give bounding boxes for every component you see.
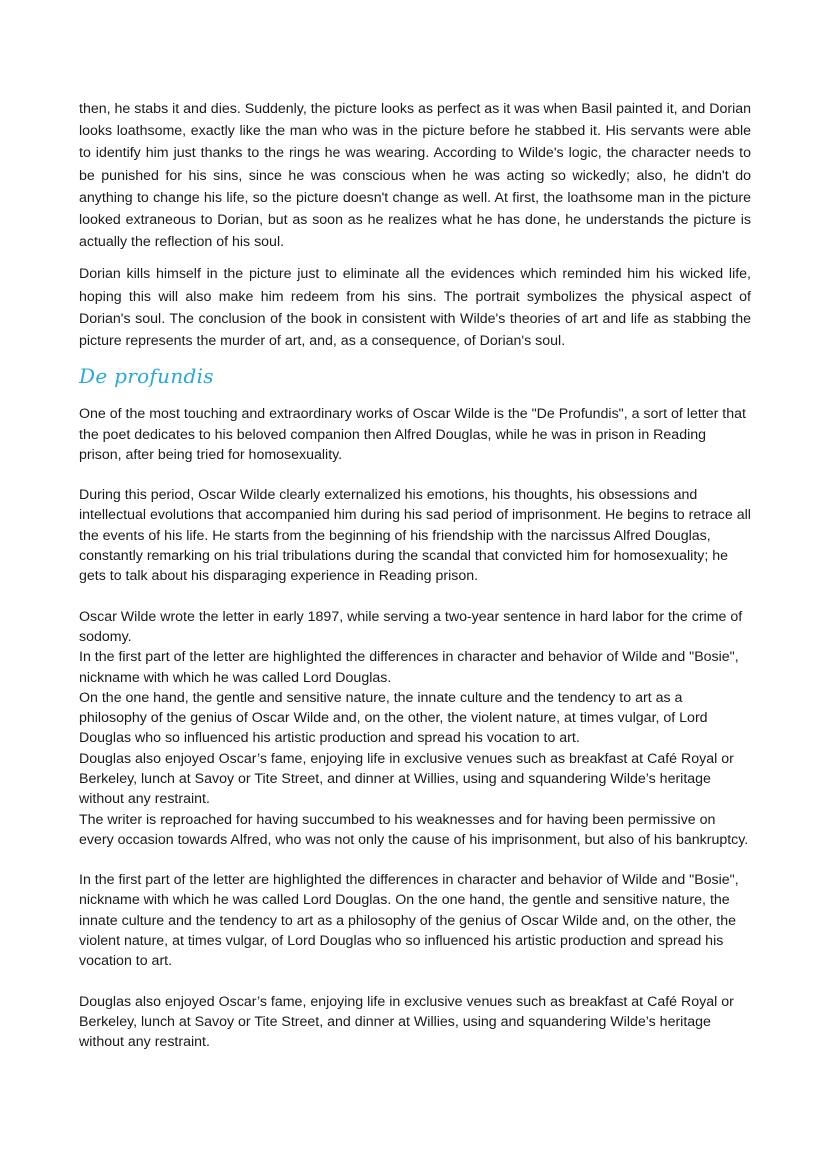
section-paragraph-4: In the first part of the letter are highlighted the differences in character and behavior of Wilde and "Bosie", nickname with which he was called Lord Douglas. On the one hand, the gentle and sensitive nature, the innate culture and the tendency to art as a philosophy of the genius of Oscar Wilde and, on the other, the violent nature, at times vulgar, of Lord Douglas who so influenced his artistic production and spread his vocation to art. xyxy=(79,872,739,970)
section-paragraph-1: One of the most touching and extraordinary works of Oscar Wilde is the "De Profundis", a sort of letter that the poet dedicates to his beloved companion then Alfred Douglas, while he was in prison in Reading prison, after being tried for homosexuality. xyxy=(79,406,746,463)
section-paragraph-5: Douglas also enjoyed Oscar’s fame, enjoying life in exclusive venues such as breakfast at Café Royal or Berkeley, lunch at Savoy or Tite Street, and dinner at Willies, using and squandering Wilde’s heritage without any restraint. xyxy=(79,993,734,1051)
section-paragraph-2: During this period, Oscar Wilde clearly externalized his emotions, his thoughts, his obsessions and intellectual evolutions that accompanied him during his sad period of imprisonment. He begins to retrace all the events of his life. He starts from the beginning of his friendship with the narcissus Alfred Douglas, constantly remarking on his trial tribulations during the scandal that convicted him for homosexuality; he gets to talk about his disparaging experience in Reading prison. xyxy=(79,487,751,585)
document-page xyxy=(79,98,751,1053)
section-heading: De profundis xyxy=(79,364,214,389)
section-paragraph-3 xyxy=(79,607,751,851)
section-paragraph-3-line: Oscar Wilde wrote the letter in early 1897, while serving a two-year sentence in hard labor for the crime of sodomy. xyxy=(79,608,743,645)
section-paragraph-3-line: The writer is reproached for having succumbed to his weaknesses and for having been permissive on every occasion towards Alfred, who was not only the cause of his imprisonment, but also of his bankruptcy. xyxy=(79,811,749,848)
intro-paragraph-1: then, he stabs it and dies. Suddenly, the picture looks as perfect as it was when Basil painted it, and Dorian looks loathsome, exactly like the man who was in the picture before he stabbed it. His servants were able to identify him just thanks to the rings he was wearing. According to Wilde's logic, the character needs to be punished for his sins, since he was conscious when he was acting so wickedly; also, he didn't do anything to change his life, so the picture doesn't change as well. At first, the loathsome man in the picture looked extraneous to Dorian, but as soon as he realizes what he has done, he understands the picture is actually the reflection of his soul. xyxy=(79,101,751,251)
section-paragraph-3-line: On the one hand, the gentle and sensitive nature, the innate culture and the tendency to art as a philosophy of the genius of Oscar Wilde and, on the other, the violent nature, at times vulgar, of Lord Douglas who so influenced his artistic production and spread his vocation to art. xyxy=(79,689,708,747)
section-paragraph-3-line: Douglas also enjoyed Oscar’s fame, enjoying life in exclusive venues such as breakfast at Café Royal or Berkeley, lunch at Savoy or Tite Street, and dinner at Willies, using and squandering Wilde’s heritage without any restraint. xyxy=(79,750,734,808)
intro-paragraph-2: Dorian kills himself in the picture just to eliminate all the evidences which reminded him his wicked life, hoping this will also make him redeem from his sins. The portrait symbolizes the physical aspect of Dorian's soul. The conclusion of the book in consistent with Wilde's theories of art and life as stabbing the picture represents the murder of art, and, as a consequence, of Dorian's soul. xyxy=(79,266,751,350)
section-paragraph-3-line: In the first part of the letter are highlighted the differences in character and behavior of Wilde and "Bosie", nickname with which he was called Lord Douglas. xyxy=(79,649,739,686)
